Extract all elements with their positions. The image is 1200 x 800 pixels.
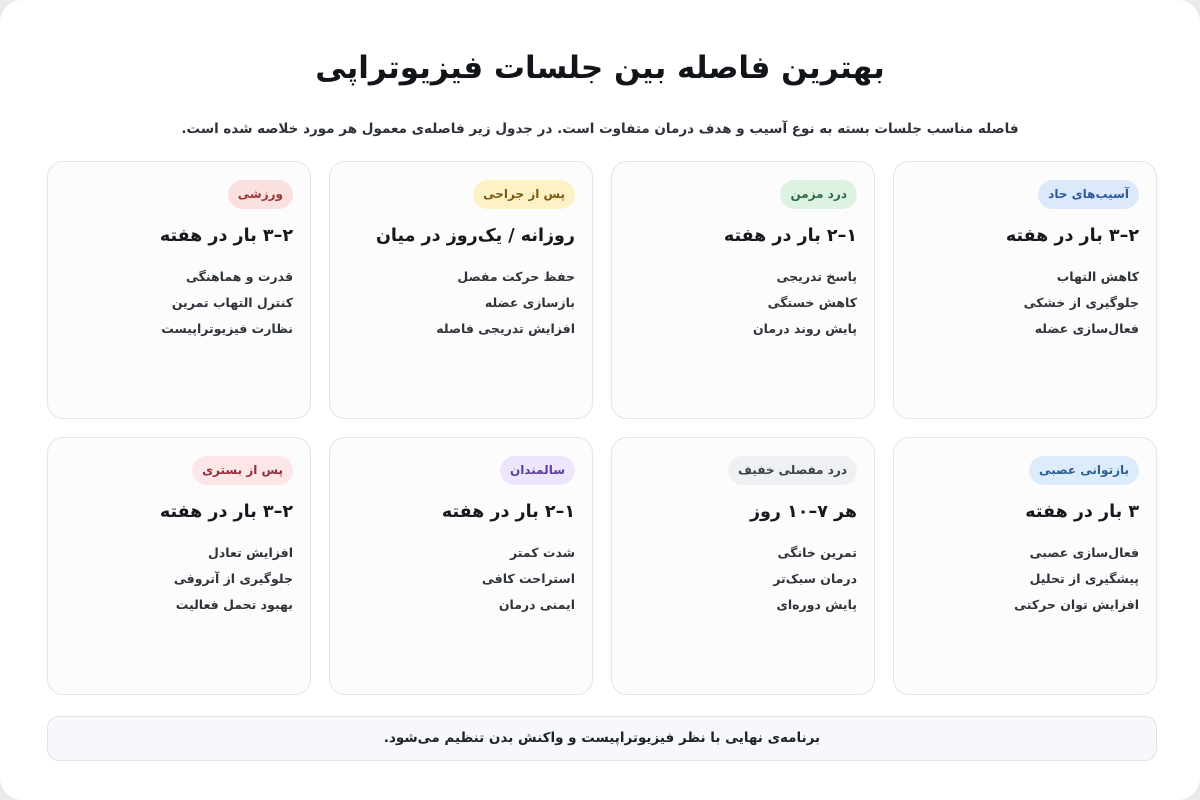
card-feature: افزایش تدریجی فاصله [436, 321, 575, 336]
card-feature: جلوگیری از خشکی [1023, 295, 1139, 310]
card-feature-list [629, 540, 857, 618]
card-feature: استراحت کافی [481, 571, 575, 586]
card-acute-injuries [893, 161, 1157, 419]
card-feature-list [65, 540, 293, 618]
card-badge: پس از بستری [192, 456, 293, 485]
card-neuro-rehab [893, 437, 1157, 695]
card-badge: بازتوانی عصبی [1029, 456, 1139, 485]
card-feature: درمان سبک‌تر [773, 571, 857, 586]
card-feature: پیشگیری از تحلیل [1029, 571, 1139, 586]
card-feature: حفظ حرکت مفصل [457, 269, 575, 284]
card-badge: ورزشی [228, 180, 293, 209]
card-interval: ۳ بار در هفته [1025, 502, 1139, 522]
card-feature-list [629, 264, 857, 342]
card-feature: فعال‌سازی عضله [1034, 321, 1139, 336]
card-feature: جلوگیری از آتروفی [173, 571, 293, 586]
card-feature: پاسخ تدریجی [776, 269, 857, 284]
card-badge: سالمندان [500, 456, 575, 485]
card-feature: نظارت فیزیوتراپیست [161, 321, 293, 336]
card-feature: پایش دوره‌ای [776, 597, 857, 612]
card-badge: آسیب‌های حاد [1038, 180, 1139, 209]
card-badge: درد مفصلی خفیف [728, 456, 857, 485]
card-feature: فعال‌سازی عصبی [1029, 545, 1139, 560]
card-feature-list [911, 540, 1139, 618]
card-interval: ۲–۳ بار در هفته [159, 502, 293, 522]
card-post-surgery [329, 161, 593, 419]
card-interval: ۱–۲ بار در هفته [441, 502, 575, 522]
card-feature: پایش روند درمان [752, 321, 857, 336]
card-feature: تمرین خانگی [777, 545, 857, 560]
card-feature-list [911, 264, 1139, 342]
card-interval: ۲–۳ بار در هفته [1005, 226, 1139, 246]
card-mild-joint-pain [611, 437, 875, 695]
card-feature: کاهش التهاب [1056, 269, 1139, 284]
card-feature: بهبود تحمل فعالیت [175, 597, 293, 612]
card-chronic-pain [611, 161, 875, 419]
card-interval: روزانه / یک‌روز در میان [375, 226, 575, 246]
card-interval: ۲–۳ بار در هفته [159, 226, 293, 246]
card-elderly [329, 437, 593, 695]
footer-note: برنامه‌ی نهایی با نظر فیزیوتراپیست و واکنش بدن تنظیم می‌شود. [47, 716, 1157, 761]
interval-cards-grid [47, 161, 1157, 695]
card-post-hospitalization [47, 437, 311, 695]
card-feature: افزایش تعادل [208, 545, 293, 560]
card-feature: ایمنی درمان [498, 597, 575, 612]
page-title: بهترین فاصله بین جلسات فیزیوتراپی [315, 50, 885, 86]
card-interval: هر ۷–۱۰ روز [749, 502, 857, 522]
card-feature-list [347, 540, 575, 618]
card-feature: قدرت و هماهنگی [185, 269, 293, 284]
card-feature: شدت کمتر [510, 545, 575, 560]
card-feature-list [347, 264, 575, 342]
card-interval: ۱–۲ بار در هفته [723, 226, 857, 246]
card-feature: کاهش خستگی [767, 295, 857, 310]
card-feature-list [65, 264, 293, 342]
card-feature: کنترل التهاب تمرین [171, 295, 293, 310]
card-feature: افزایش توان حرکتی [1014, 597, 1139, 612]
page-subtitle: فاصله مناسب جلسات بسته به نوع آسیب و هدف درمان متفاوت است. در جدول زیر فاصله‌ی معمول هر مورد خلاصه شده است. [181, 121, 1019, 137]
card-badge: درد مزمن [780, 180, 857, 209]
card-badge: پس از جراحی [473, 180, 575, 209]
card-feature: بازسازی عضله [484, 295, 575, 310]
card-sports [47, 161, 311, 419]
